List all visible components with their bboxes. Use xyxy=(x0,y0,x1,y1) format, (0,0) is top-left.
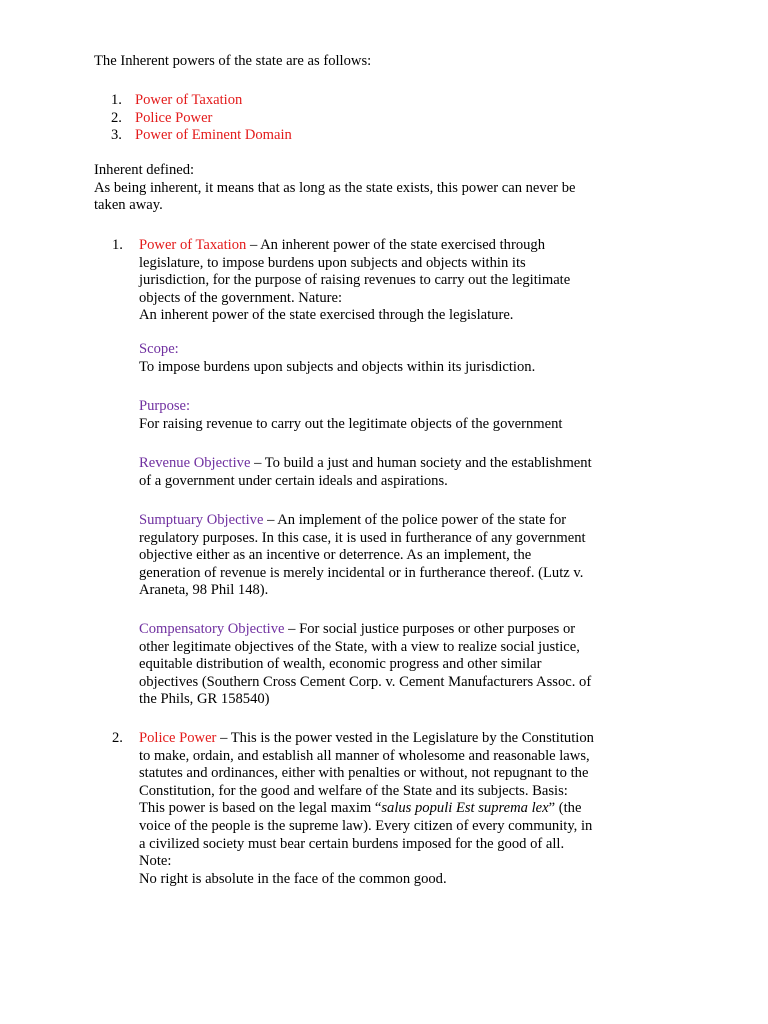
scope-colon: : xyxy=(174,341,179,357)
sumptuary-line: Araneta, 98 Phil 148). xyxy=(139,582,269,599)
compensatory-objective-paragraph xyxy=(139,621,679,709)
revenue-objective-term: Revenue Objective xyxy=(139,455,251,471)
taxation-line: legislature, to impose burdens upon subjects and objects within its xyxy=(139,254,526,271)
list-item-police: Police Power xyxy=(135,110,213,126)
police-line: – This is the power vested in the Legislature by the Constitution xyxy=(216,730,594,746)
section-number: 2. xyxy=(112,730,123,746)
sumptuary-objective-paragraph xyxy=(139,512,679,600)
compensatory-line: other legitimate objectives of the State, with a view to realize social justice, xyxy=(139,638,580,655)
taxation-paragraph xyxy=(139,237,679,325)
police-line: statutes and ordinances, either with penalties or without, not repugnant to the xyxy=(139,765,589,782)
scope-paragraph xyxy=(139,341,679,376)
legal-maxim: salus populi Est suprema lex xyxy=(381,800,549,817)
taxation-term: Power of Taxation xyxy=(139,237,247,253)
purpose-colon: : xyxy=(186,398,191,414)
compensatory-line: the Phils, GR 158540) xyxy=(139,691,270,708)
compensatory-line: objectives (Southern Cross Cement Corp. v. Cement Manufacturers Assoc. of xyxy=(139,673,592,690)
police-line: No right is absolute in the face of the common good. xyxy=(139,870,447,887)
taxation-line: jurisdiction, for the purpose of raising revenues to carry out the legitimate xyxy=(139,272,571,289)
intro-text: The Inherent powers of the state are as follows: xyxy=(94,53,372,69)
list-item-taxation: Power of Taxation xyxy=(135,92,243,108)
list-number: 1. xyxy=(111,92,122,108)
inherent-line: As being inherent, it means that as long as the state exists, this power can never be xyxy=(94,180,576,196)
section-number: 1. xyxy=(112,237,123,253)
police-power-paragraph xyxy=(139,730,679,888)
revenue-line: of a government under certain ideals and aspirations. xyxy=(139,472,448,489)
scope-text: To impose burdens upon subjects and objects within its jurisdiction. xyxy=(139,358,536,375)
compensatory-line: equitable distribution of wealth, economic progress and other similar xyxy=(139,656,542,673)
list-number: 2. xyxy=(111,110,122,126)
revenue-line: – To build a just and human society and the establishment xyxy=(250,455,592,471)
police-line: Constitution, for the good and welfare of the State and its subjects. Basis: xyxy=(139,782,568,799)
police-line: voice of the people is the supreme law). Every citizen of every community, in xyxy=(139,817,593,834)
purpose-text: For raising revenue to carry out the legitimate objects of the government xyxy=(139,415,563,432)
maxim-intro: This power is based on the legal maxim “ xyxy=(139,800,382,817)
scope-term: Scope xyxy=(139,341,175,357)
purpose-paragraph xyxy=(139,398,679,433)
sumptuary-line: generation of revenue is merely incidental or in furtherance thereof. (Lutz v. xyxy=(139,564,584,581)
list-item-eminent-domain: Power of Eminent Domain xyxy=(135,127,292,143)
taxation-line: – An inherent power of the state exercised through xyxy=(246,237,546,253)
list-number: 3. xyxy=(111,127,122,143)
maxim-close: ” (the xyxy=(548,800,582,817)
compensatory-line: – For social justice purposes or other purposes or xyxy=(284,621,576,637)
taxation-line: An inherent power of the state exercised through the legislature. xyxy=(139,307,514,324)
police-line: to make, ordain, and establish all manner of wholesome and reasonable laws, xyxy=(139,747,590,764)
note-label: Note: xyxy=(139,853,172,870)
sumptuary-line: objective either as an incentive or deterrence. As an implement, the xyxy=(139,547,532,564)
sumptuary-line: regulatory purposes. In this case, it is used in furtherance of any government xyxy=(139,529,586,546)
taxation-line: objects of the government. Nature: xyxy=(139,289,343,306)
inherent-heading: Inherent defined: xyxy=(94,162,195,178)
police-line: a civilized society must bear certain burdens imposed for the good of all. xyxy=(139,835,565,852)
compensatory-objective-term: Compensatory Objective xyxy=(139,621,285,637)
sumptuary-objective-term: Sumptuary Objective xyxy=(139,512,264,528)
revenue-objective-paragraph xyxy=(139,455,679,490)
police-power-term: Police Power xyxy=(139,730,217,746)
inherent-line: taken away. xyxy=(94,197,163,213)
purpose-term: Purpose xyxy=(139,398,187,414)
sumptuary-line: – An implement of the police power of the state for xyxy=(263,512,567,528)
